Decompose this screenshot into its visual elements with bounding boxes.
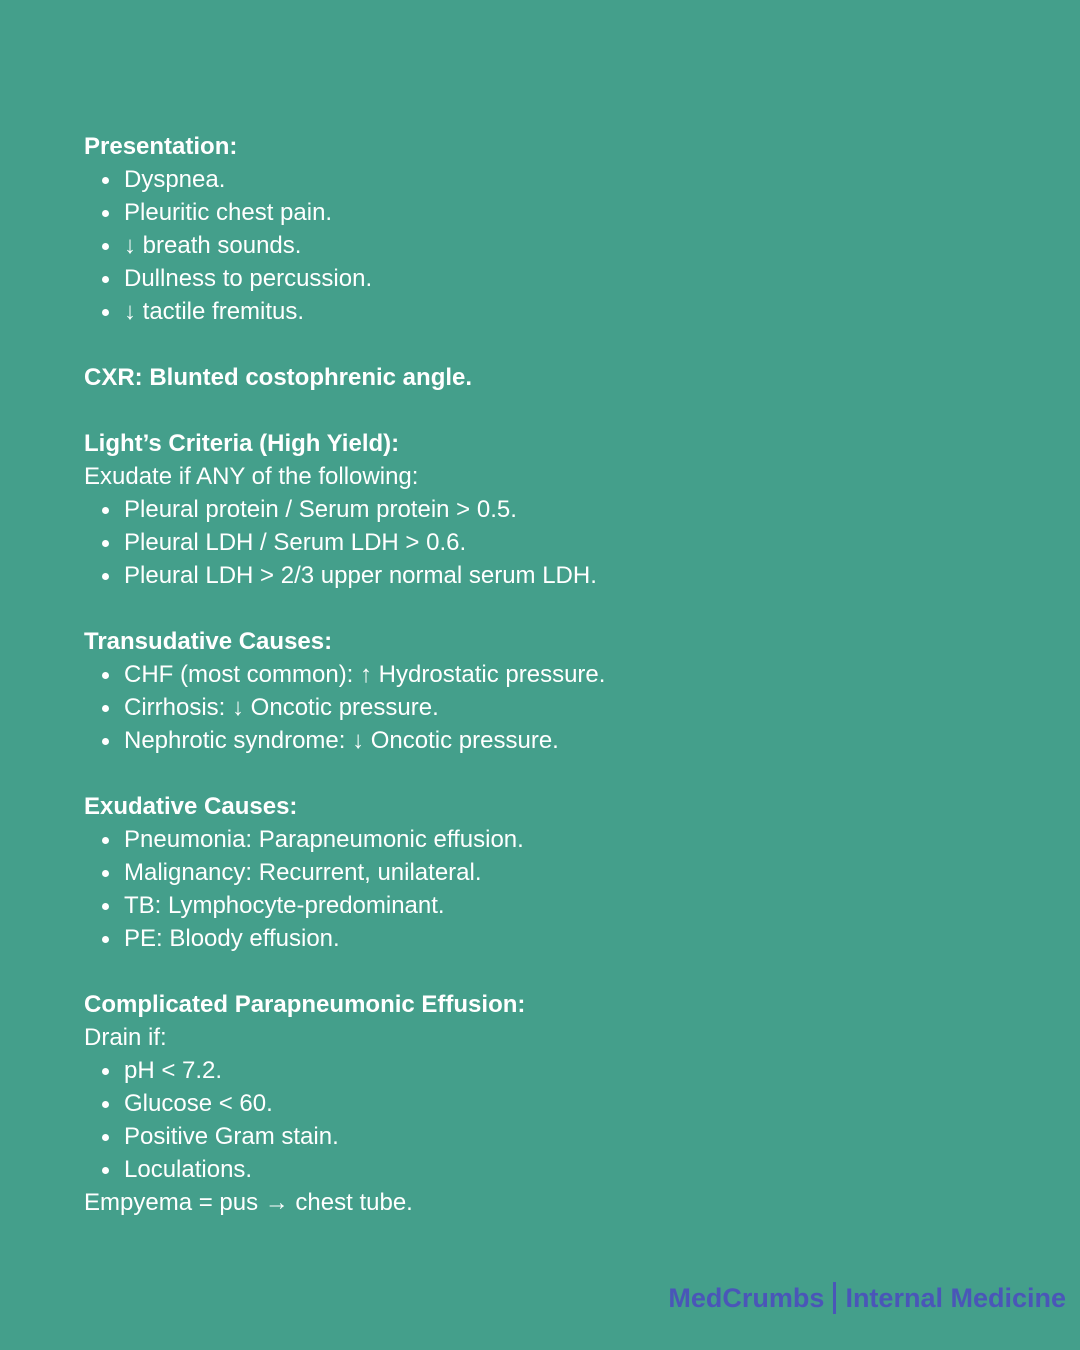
empyema-note: Empyema = pus → chest tube.: [84, 1189, 413, 1216]
cxr-heading: CXR: Blunted costophrenic angle.: [84, 364, 473, 391]
list-item: Dullness to percussion.: [84, 262, 1024, 295]
list-item: PE: Bloody effusion.: [84, 922, 1024, 955]
list-item: pH < 7.2.: [84, 1054, 1024, 1087]
presentation-heading: Presentation:: [84, 133, 238, 160]
list-item: Malignancy: Recurrent, unilateral.: [84, 856, 1024, 889]
transudative-heading: Transudative Causes:: [84, 628, 333, 655]
notes-content: [84, 130, 1024, 1219]
list-item: TB: Lymphocyte-predominant.: [84, 889, 1024, 922]
list-item: Pleural LDH > 2/3 upper normal serum LDH.: [84, 559, 1024, 592]
complicated-effusion-heading: Complicated Parapneumonic Effusion:: [84, 991, 526, 1018]
list-item: Loculations.: [84, 1153, 1024, 1186]
spacer: [84, 955, 1024, 988]
lights-criteria-heading: Light’s Criteria (High Yield):: [84, 430, 400, 457]
list-item: Nephrotic syndrome: ↓ Oncotic pressure.: [84, 724, 1024, 757]
list-item: Pneumonia: Parapneumonic effusion.: [84, 823, 1024, 856]
list-item: Pleural protein / Serum protein > 0.5.: [84, 493, 1024, 526]
list-item: Pleuritic chest pain.: [84, 196, 1024, 229]
exudative-heading: Exudative Causes:: [84, 793, 298, 820]
presentation-list: [84, 163, 1024, 328]
spacer: [84, 592, 1024, 625]
lights-criteria-list: [84, 493, 1024, 592]
transudative-list: [84, 658, 1024, 757]
lights-criteria-intro: Exudate if ANY of the following:: [84, 463, 419, 490]
list-item: ↓ breath sounds.: [84, 229, 1024, 262]
list-item: CHF (most common): ↑ Hydrostatic pressure.: [84, 658, 1024, 691]
spacer: [84, 757, 1024, 790]
list-item: ↓ tactile fremitus.: [84, 295, 1024, 328]
list-item: Glucose < 60.: [84, 1087, 1024, 1120]
list-item: Dyspnea.: [84, 163, 1024, 196]
spacer: [84, 394, 1024, 427]
complicated-effusion-list: [84, 1054, 1024, 1186]
footer-divider: [833, 1282, 836, 1314]
brand-section: Internal Medicine: [845, 1282, 1066, 1313]
complicated-effusion-intro: Drain if:: [84, 1024, 167, 1051]
list-item: Pleural LDH / Serum LDH > 0.6.: [84, 526, 1024, 559]
list-item: Cirrhosis: ↓ Oncotic pressure.: [84, 691, 1024, 724]
exudative-list: [84, 823, 1024, 955]
brand-name: MedCrumbs: [668, 1282, 825, 1313]
list-item: Positive Gram stain.: [84, 1120, 1024, 1153]
footer-brand: [668, 1282, 1066, 1314]
spacer: [84, 328, 1024, 361]
